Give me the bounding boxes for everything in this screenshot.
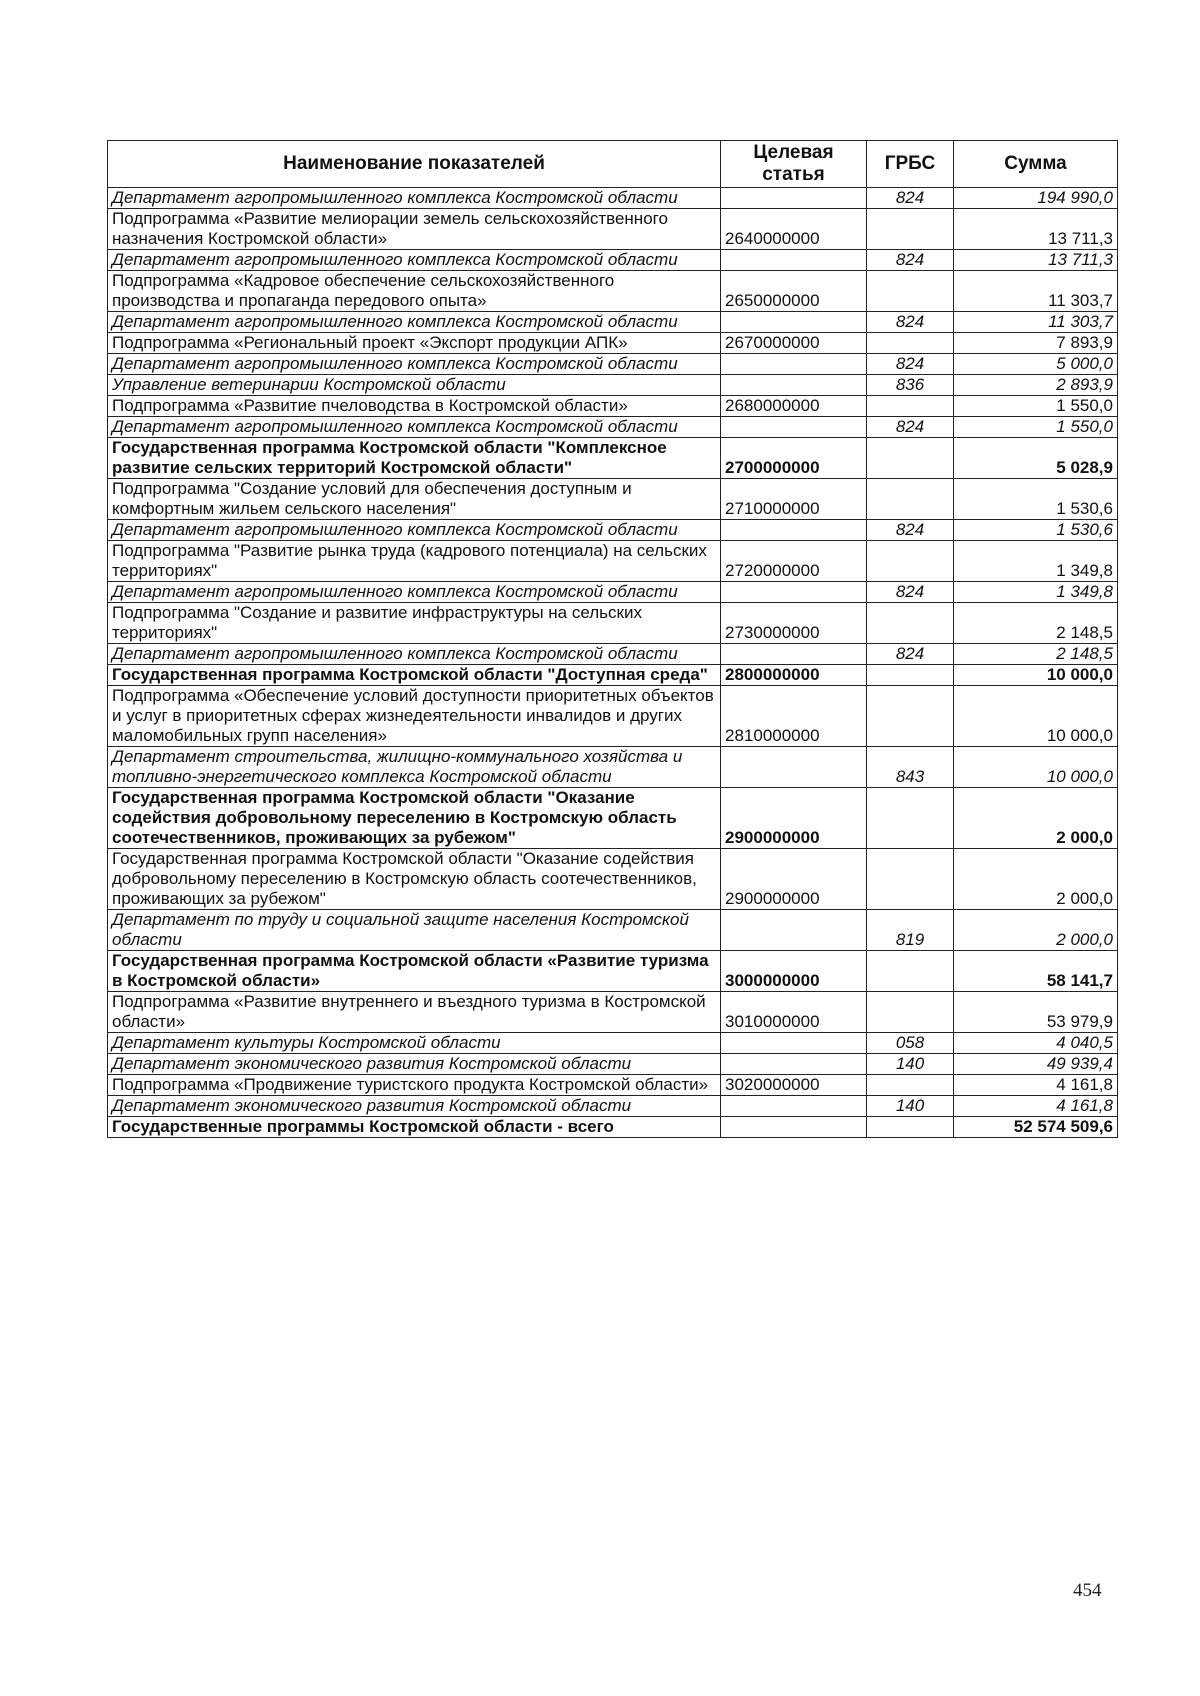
cell-sum: 2 000,0 xyxy=(954,849,1118,910)
cell-code: 2720000000 xyxy=(721,541,867,582)
cell-code: 2730000000 xyxy=(721,603,867,644)
cell-code: 2700000000 xyxy=(721,438,867,479)
cell-name: Департамент агропромышленного комплекса Костромской области xyxy=(108,250,721,271)
header-grbs: ГРБС xyxy=(867,141,954,188)
cell-code xyxy=(721,188,867,209)
cell-sum: 10 000,0 xyxy=(954,665,1118,686)
cell-grbs: 843 xyxy=(867,747,954,788)
cell-grbs xyxy=(867,438,954,479)
cell-sum: 1 530,6 xyxy=(954,520,1118,541)
cell-grbs xyxy=(867,992,954,1033)
cell-code: 2810000000 xyxy=(721,686,867,747)
table-row xyxy=(108,354,1118,375)
cell-name: Департамент агропромышленного комплекса Костромской области xyxy=(108,417,721,438)
table-row xyxy=(108,1033,1118,1054)
cell-grbs: 824 xyxy=(867,312,954,333)
cell-grbs xyxy=(867,396,954,417)
budget-table xyxy=(107,140,1118,1138)
table-row xyxy=(108,333,1118,354)
cell-code: 3010000000 xyxy=(721,992,867,1033)
cell-code: 3020000000 xyxy=(721,1075,867,1096)
table-row xyxy=(108,312,1118,333)
table-row xyxy=(108,479,1118,520)
cell-grbs: 824 xyxy=(867,582,954,603)
cell-name: Подпрограмма "Создание и развитие инфраструктуры на сельских территориях" xyxy=(108,603,721,644)
cell-name: Подпрограмма "Создание условий для обеспечения доступным и комфортным жильем сельского населения" xyxy=(108,479,721,520)
cell-grbs xyxy=(867,1117,954,1138)
cell-grbs: 824 xyxy=(867,354,954,375)
cell-sum: 13 711,3 xyxy=(954,250,1118,271)
table-body xyxy=(108,188,1118,1138)
cell-name: Департамент культуры Костромской области xyxy=(108,1033,721,1054)
cell-name: Департамент строительства, жилищно-коммунального хозяйства и топливно-энергетического комплекса Костромской области xyxy=(108,747,721,788)
cell-code xyxy=(721,354,867,375)
cell-code xyxy=(721,250,867,271)
cell-sum: 5 028,9 xyxy=(954,438,1118,479)
cell-grbs xyxy=(867,686,954,747)
table-row xyxy=(108,849,1118,910)
cell-code: 2680000000 xyxy=(721,396,867,417)
cell-name: Департамент агропромышленного комплекса Костромской области xyxy=(108,520,721,541)
cell-name: Подпрограмма «Обеспечение условий доступности приоритетных объектов и услуг в приоритетных сферах жизнедеятельности инвалидов и других маломобильных групп населения» xyxy=(108,686,721,747)
table-row xyxy=(108,603,1118,644)
cell-grbs xyxy=(867,951,954,992)
table-header-row xyxy=(108,141,1118,188)
table-row xyxy=(108,788,1118,849)
cell-name: Государственная программа Костромской области "Оказание содействия добровольному переселению в Костромскую область соотечественников, проживающих за рубежом" xyxy=(108,849,721,910)
cell-sum: 2 148,5 xyxy=(954,644,1118,665)
cell-sum: 13 711,3 xyxy=(954,209,1118,250)
cell-code xyxy=(721,1096,867,1117)
cell-code xyxy=(721,520,867,541)
cell-sum: 4 161,8 xyxy=(954,1075,1118,1096)
table-row xyxy=(108,417,1118,438)
table-row xyxy=(108,250,1118,271)
cell-grbs: 058 xyxy=(867,1033,954,1054)
cell-grbs xyxy=(867,665,954,686)
cell-sum: 53 979,9 xyxy=(954,992,1118,1033)
cell-name: Департамент агропромышленного комплекса Костромской области xyxy=(108,582,721,603)
cell-grbs: 140 xyxy=(867,1054,954,1075)
table-row xyxy=(108,582,1118,603)
cell-name: Подпрограмма «Развитие мелиорации земель сельскохозяйственного назначения Костромской области» xyxy=(108,209,721,250)
cell-code xyxy=(721,1117,867,1138)
table-row xyxy=(108,520,1118,541)
table-row xyxy=(108,1096,1118,1117)
table-row xyxy=(108,665,1118,686)
header-sum: Сумма xyxy=(954,141,1118,188)
cell-code xyxy=(721,1033,867,1054)
cell-grbs xyxy=(867,1075,954,1096)
cell-sum: 2 000,0 xyxy=(954,910,1118,951)
cell-code: 2710000000 xyxy=(721,479,867,520)
cell-grbs: 836 xyxy=(867,375,954,396)
cell-grbs xyxy=(867,788,954,849)
header-name: Наименование показателей xyxy=(108,141,721,188)
cell-code xyxy=(721,747,867,788)
cell-code: 2900000000 xyxy=(721,788,867,849)
table-row xyxy=(108,188,1118,209)
table-row xyxy=(108,1117,1118,1138)
cell-sum: 10 000,0 xyxy=(954,747,1118,788)
cell-name: Государственная программа Костромской области "Комплексное развитие сельских территорий Костромской области" xyxy=(108,438,721,479)
table-row xyxy=(108,1075,1118,1096)
cell-sum: 7 893,9 xyxy=(954,333,1118,354)
cell-sum: 1 349,8 xyxy=(954,582,1118,603)
cell-name: Государственная программа Костромской области «Развитие туризма в Костромской области» xyxy=(108,951,721,992)
cell-grbs xyxy=(867,209,954,250)
cell-name: Подпрограмма "Развитие рынка труда (кадрового потенциала) на сельских территориях" xyxy=(108,541,721,582)
table-row xyxy=(108,910,1118,951)
cell-sum: 1 530,6 xyxy=(954,479,1118,520)
cell-sum: 49 939,4 xyxy=(954,1054,1118,1075)
cell-name: Департамент по труду и социальной защите населения Костромской области xyxy=(108,910,721,951)
cell-name: Управление ветеринарии Костромской области xyxy=(108,375,721,396)
cell-name: Государственная программа Костромской области "Доступная среда" xyxy=(108,665,721,686)
cell-sum: 52 574 509,6 xyxy=(954,1117,1118,1138)
cell-name: Подпрограмма «Продвижение туристского продукта Костромской области» xyxy=(108,1075,721,1096)
cell-grbs xyxy=(867,333,954,354)
cell-code: 2650000000 xyxy=(721,271,867,312)
cell-grbs: 140 xyxy=(867,1096,954,1117)
table-row xyxy=(108,747,1118,788)
table-row xyxy=(108,644,1118,665)
cell-grbs: 824 xyxy=(867,417,954,438)
cell-sum: 58 141,7 xyxy=(954,951,1118,992)
cell-sum: 1 349,8 xyxy=(954,541,1118,582)
table-row xyxy=(108,375,1118,396)
table-row xyxy=(108,686,1118,747)
table-row xyxy=(108,951,1118,992)
cell-grbs xyxy=(867,849,954,910)
cell-name: Департамент экономического развития Костромской области xyxy=(108,1096,721,1117)
table-row xyxy=(108,541,1118,582)
cell-grbs xyxy=(867,541,954,582)
cell-grbs: 819 xyxy=(867,910,954,951)
cell-name: Государственная программа Костромской области "Оказание содействия добровольному переселению в Костромскую область соотечественников, проживающих за рубежом" xyxy=(108,788,721,849)
cell-code xyxy=(721,910,867,951)
cell-sum: 11 303,7 xyxy=(954,271,1118,312)
cell-sum: 4 040,5 xyxy=(954,1033,1118,1054)
cell-sum: 2 000,0 xyxy=(954,788,1118,849)
table-row xyxy=(108,271,1118,312)
cell-grbs xyxy=(867,479,954,520)
cell-name: Подпрограмма «Развитие внутреннего и въездного туризма в Костромской области» xyxy=(108,992,721,1033)
table-row xyxy=(108,396,1118,417)
cell-code: 2900000000 xyxy=(721,849,867,910)
cell-sum: 2 893,9 xyxy=(954,375,1118,396)
cell-name: Подпрограмма «Развитие пчеловодства в Костромской области» xyxy=(108,396,721,417)
cell-name: Департамент агропромышленного комплекса Костромской области xyxy=(108,312,721,333)
cell-name: Департамент экономического развития Костромской области xyxy=(108,1054,721,1075)
cell-name: Подпрограмма «Региональный проект «Экспорт продукции АПК» xyxy=(108,333,721,354)
table-row xyxy=(108,992,1118,1033)
cell-grbs: 824 xyxy=(867,520,954,541)
cell-code xyxy=(721,644,867,665)
cell-code xyxy=(721,312,867,333)
cell-name: Государственные программы Костромской области - всего xyxy=(108,1117,721,1138)
cell-grbs: 824 xyxy=(867,644,954,665)
header-code: Целевая статья xyxy=(721,141,867,188)
cell-code xyxy=(721,417,867,438)
cell-sum: 1 550,0 xyxy=(954,396,1118,417)
cell-code: 2640000000 xyxy=(721,209,867,250)
table-row xyxy=(108,438,1118,479)
table-row xyxy=(108,209,1118,250)
cell-grbs: 824 xyxy=(867,250,954,271)
cell-sum: 1 550,0 xyxy=(954,417,1118,438)
cell-name: Департамент агропромышленного комплекса Костромской области xyxy=(108,188,721,209)
cell-name: Подпрограмма «Кадровое обеспечение сельскохозяйственного производства и пропаганда передового опыта» xyxy=(108,271,721,312)
cell-name: Департамент агропромышленного комплекса Костромской области xyxy=(108,644,721,665)
cell-code: 2670000000 xyxy=(721,333,867,354)
cell-grbs: 824 xyxy=(867,188,954,209)
cell-code: 3000000000 xyxy=(721,951,867,992)
cell-sum: 5 000,0 xyxy=(954,354,1118,375)
cell-sum: 194 990,0 xyxy=(954,188,1118,209)
cell-sum: 10 000,0 xyxy=(954,686,1118,747)
page-number: 454 xyxy=(1073,1580,1102,1601)
cell-sum: 11 303,7 xyxy=(954,312,1118,333)
cell-grbs xyxy=(867,603,954,644)
table-row xyxy=(108,1054,1118,1075)
cell-code xyxy=(721,1054,867,1075)
cell-sum: 4 161,8 xyxy=(954,1096,1118,1117)
cell-code xyxy=(721,375,867,396)
cell-sum: 2 148,5 xyxy=(954,603,1118,644)
cell-code: 2800000000 xyxy=(721,665,867,686)
cell-code xyxy=(721,582,867,603)
cell-name: Департамент агропромышленного комплекса Костромской области xyxy=(108,354,721,375)
cell-grbs xyxy=(867,271,954,312)
